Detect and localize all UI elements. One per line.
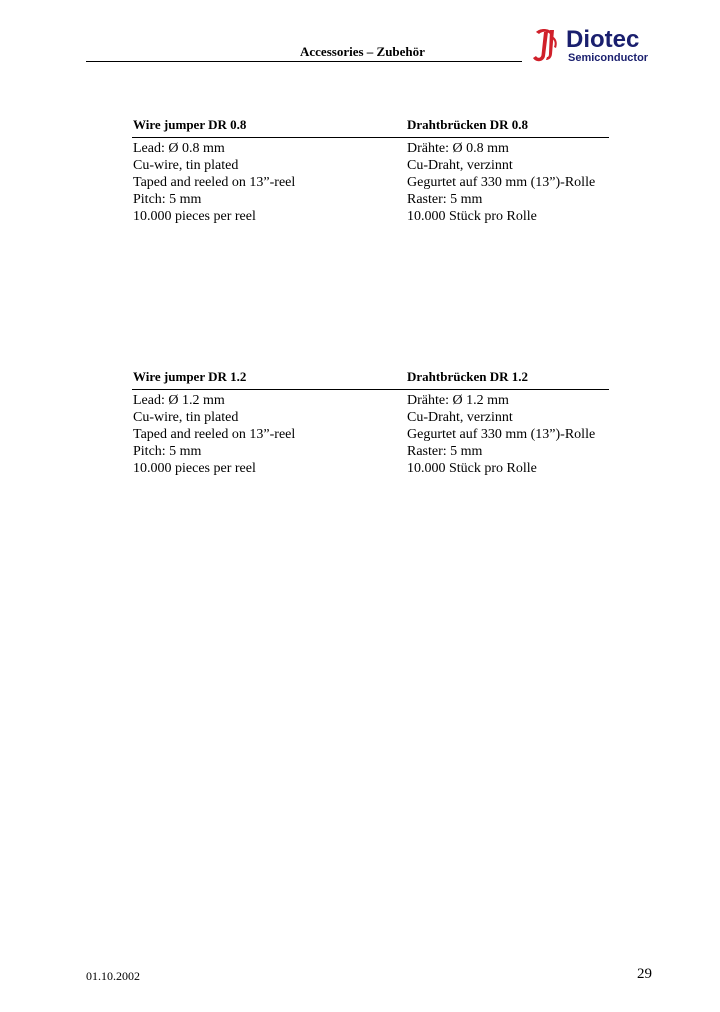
spec-de: Gegurtet auf 330 mm (13”)-Rolle — [407, 175, 596, 190]
spec-en: 10.000 pieces per reel — [133, 461, 256, 476]
spec-en: Taped and reeled on 13”-reel — [133, 427, 296, 442]
header-divider — [86, 61, 522, 62]
spec-de: Raster: 5 mm — [407, 444, 483, 459]
section-dr08 — [132, 117, 609, 225]
spec-row — [132, 426, 609, 443]
spec-list — [132, 140, 609, 225]
spec-en: Pitch: 5 mm — [133, 192, 202, 207]
spec-de: Raster: 5 mm — [407, 192, 483, 207]
spec-row — [132, 191, 609, 208]
spec-en: Lead: Ø 0.8 mm — [133, 141, 225, 156]
spec-row — [132, 174, 609, 191]
spec-de: 10.000 Stück pro Rolle — [407, 461, 537, 476]
spec-en: 10.000 pieces per reel — [133, 209, 256, 224]
spec-row — [132, 208, 609, 225]
section-title-de: Drahtbrücken DR 1.2 — [407, 369, 528, 384]
spec-de: Cu-Draht, verzinnt — [407, 410, 513, 425]
footer-date: 01.10.2002 — [86, 969, 140, 983]
section-header — [132, 369, 609, 390]
spec-en: Cu-wire, tin plated — [133, 410, 239, 425]
spec-row — [132, 392, 609, 409]
spec-de: Cu-Draht, verzinnt — [407, 158, 513, 173]
spec-row — [132, 443, 609, 460]
spec-de: Drähte: Ø 0.8 mm — [407, 141, 509, 156]
spec-de: Drähte: Ø 1.2 mm — [407, 393, 509, 408]
section-title-de: Drahtbrücken DR 0.8 — [407, 117, 528, 132]
logo-subtitle: Semiconductor — [568, 52, 649, 64]
spec-list — [132, 392, 609, 477]
spec-row — [132, 460, 609, 477]
spec-en: Lead: Ø 1.2 mm — [133, 393, 225, 408]
spec-de: Gegurtet auf 330 mm (13”)-Rolle — [407, 427, 596, 442]
page-title: Accessories – Zubehör — [300, 44, 425, 59]
section-header — [132, 117, 609, 138]
spec-de: 10.000 Stück pro Rolle — [407, 209, 537, 224]
section-dr12 — [132, 369, 609, 477]
spec-en: Pitch: 5 mm — [133, 444, 202, 459]
logo-name: Diotec — [566, 26, 640, 53]
diotec-logo-icon — [530, 26, 562, 64]
section-title-en: Wire jumper DR 0.8 — [133, 117, 247, 132]
section-title-en: Wire jumper DR 1.2 — [133, 369, 247, 384]
spec-en: Taped and reeled on 13”-reel — [133, 175, 296, 190]
spec-row — [132, 409, 609, 426]
diotec-logo — [530, 26, 660, 66]
page-number: 29 — [637, 966, 652, 982]
spec-row — [132, 140, 609, 157]
spec-row — [132, 157, 609, 174]
spec-en: Cu-wire, tin plated — [133, 158, 239, 173]
